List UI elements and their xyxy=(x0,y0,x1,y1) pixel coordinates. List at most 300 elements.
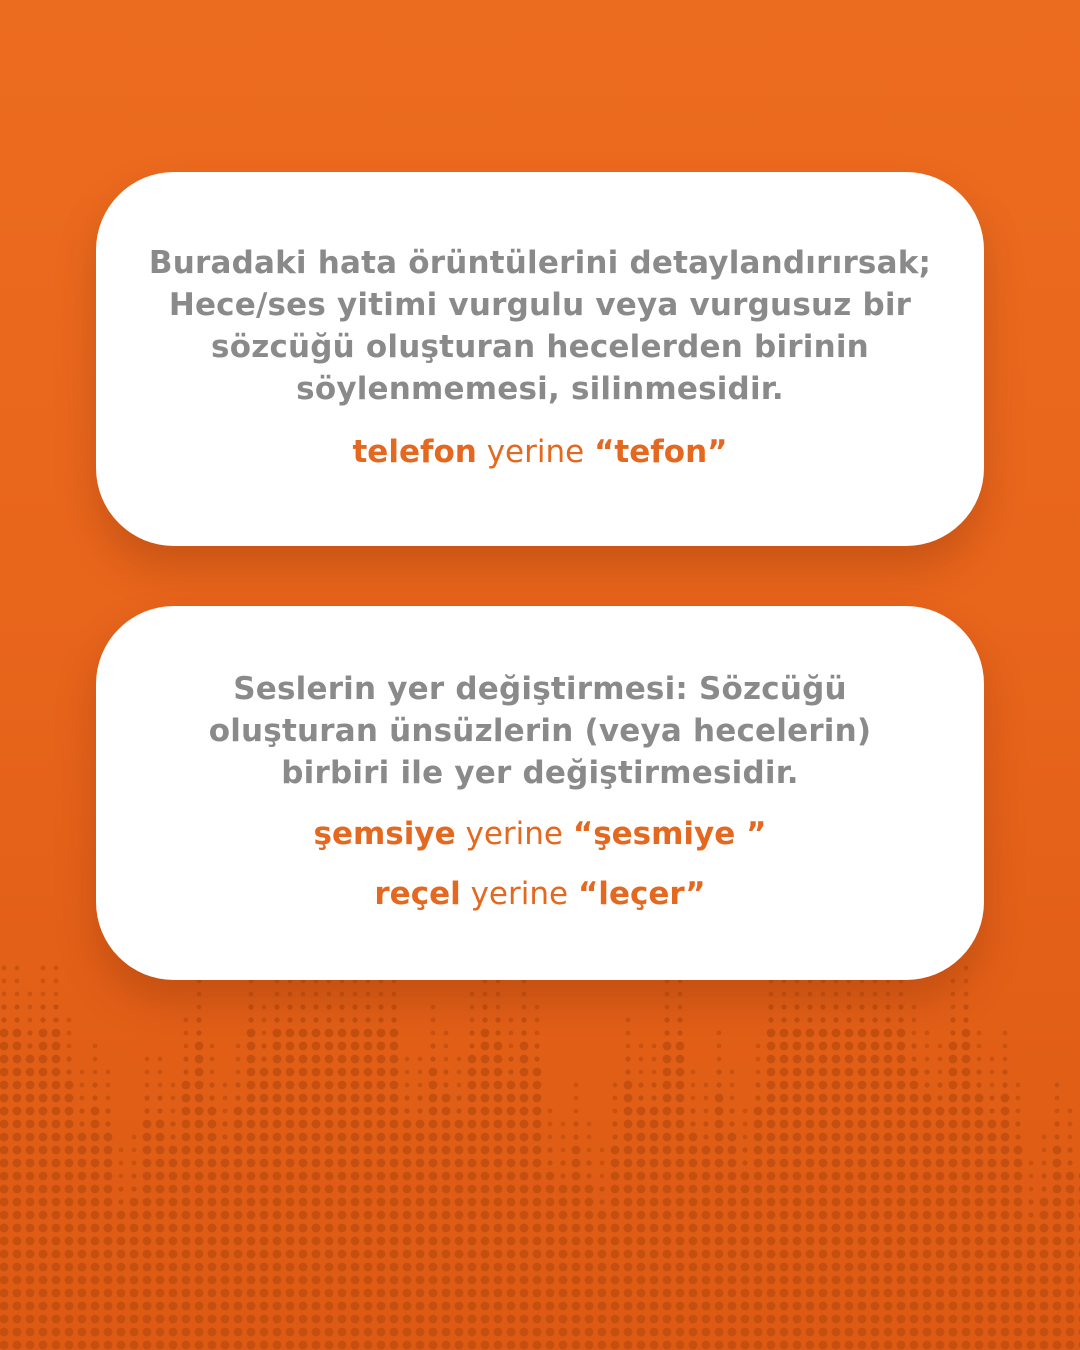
equalizer-dot xyxy=(455,1146,464,1155)
equalizer-dot xyxy=(78,1263,87,1272)
equalizer-dot xyxy=(949,1237,958,1246)
equalizer-dot xyxy=(104,1341,113,1350)
equalizer-dot xyxy=(78,1302,87,1311)
equalizer-dot xyxy=(286,1055,295,1064)
equalizer-dot xyxy=(559,1289,568,1298)
equalizer-dot xyxy=(431,1018,436,1023)
equalizer-dot xyxy=(1001,1263,1010,1272)
equalizer-dot xyxy=(117,1276,126,1285)
equalizer-dot xyxy=(26,1237,35,1246)
equalizer-dot xyxy=(676,1081,685,1090)
equalizer-dot xyxy=(676,1328,685,1337)
equalizer-dot xyxy=(806,1315,815,1324)
equalizer-dot xyxy=(1015,1121,1020,1126)
equalizer-dot xyxy=(950,1030,955,1035)
equalizer-dot xyxy=(351,1315,360,1324)
equalizer-dot xyxy=(494,1159,503,1168)
equalizer-dot xyxy=(1053,1302,1062,1311)
equalizer-dot xyxy=(923,1198,932,1207)
equalizer-dot xyxy=(754,1159,763,1168)
equalizer-dot xyxy=(455,1198,464,1207)
equalizer-dot xyxy=(353,992,358,997)
equalizer-dot xyxy=(494,1302,503,1311)
equalizer-dot xyxy=(26,1055,35,1064)
equalizer-dot xyxy=(182,1172,191,1181)
card1-text xyxy=(96,242,984,410)
equalizer-dot xyxy=(1053,1172,1062,1181)
equalizer-dot xyxy=(26,1081,35,1090)
equalizer-dot xyxy=(845,1094,854,1103)
equalizer-dot xyxy=(1042,1135,1047,1140)
equalizer-dot xyxy=(54,979,59,984)
equalizer-dot xyxy=(325,1211,334,1220)
equalizer-dot xyxy=(754,1237,763,1246)
equalizer-dot xyxy=(533,1172,542,1181)
equalizer-dot xyxy=(715,1133,724,1142)
equalizer-dot xyxy=(923,1120,932,1129)
equalizer-dot xyxy=(806,1133,815,1142)
equalizer-dot xyxy=(949,1107,958,1116)
equalizer-dot xyxy=(806,1068,815,1077)
equalizer-dot xyxy=(494,1341,503,1350)
equalizer-dot xyxy=(156,1211,165,1220)
equalizer-dot xyxy=(624,1120,633,1129)
equalizer-dot xyxy=(663,1107,672,1116)
equalizer-dot xyxy=(871,1198,880,1207)
equalizer-dot xyxy=(715,1302,724,1311)
equalizer-dot xyxy=(364,1237,373,1246)
equalizer-dot xyxy=(351,1068,360,1077)
equalizer-dot xyxy=(182,1276,191,1285)
equalizer-dot xyxy=(210,1070,215,1075)
equalizer-dot xyxy=(780,1250,789,1259)
equalizer-dot xyxy=(858,1198,867,1207)
equalizer-dot xyxy=(223,1083,228,1088)
equalizer-dot xyxy=(650,1198,659,1207)
equalizer-dot xyxy=(650,1120,659,1129)
equalizer-dot xyxy=(260,1289,269,1298)
equalizer-dot xyxy=(572,1146,581,1155)
equalizer-dot xyxy=(884,1211,893,1220)
equalizer-dot xyxy=(989,1095,994,1100)
equalizer-dot xyxy=(377,1263,386,1272)
equalizer-dot xyxy=(468,1172,477,1181)
equalizer-dot xyxy=(325,1276,334,1285)
equalizer-dot xyxy=(494,1315,503,1324)
equalizer-dot xyxy=(650,1172,659,1181)
equalizer-dot xyxy=(91,1276,100,1285)
equalizer-dot xyxy=(663,1302,672,1311)
equalizer-dot xyxy=(1068,1135,1073,1140)
equalizer-dot xyxy=(897,1211,906,1220)
equalizer-dot xyxy=(884,1185,893,1194)
equalizer-dot xyxy=(1042,1161,1047,1166)
equalizer-dot xyxy=(91,1172,100,1181)
equalizer-dot xyxy=(858,1107,867,1116)
equalizer-dot xyxy=(312,1276,321,1285)
equalizer-dot xyxy=(416,1263,425,1272)
equalizer-dot xyxy=(925,1031,930,1036)
equalizer-dot xyxy=(443,1082,448,1087)
equalizer-dot xyxy=(78,1172,87,1181)
equalizer-dot xyxy=(104,1211,113,1220)
equalizer-dot xyxy=(728,1263,737,1272)
equalizer-dot xyxy=(247,1224,256,1233)
equalizer-dot xyxy=(624,1250,633,1259)
equalizer-dot xyxy=(520,1094,529,1103)
equalizer-dot xyxy=(949,1133,958,1142)
equalizer-dot xyxy=(689,1263,698,1272)
equalizer-dot xyxy=(650,1133,659,1142)
equalizer-dot xyxy=(286,1133,295,1142)
equalizer-dot xyxy=(26,1263,35,1272)
equalizer-dot xyxy=(390,1211,399,1220)
equalizer-dot xyxy=(598,1341,607,1350)
equalizer-dot xyxy=(39,1133,48,1142)
equalizer-dot xyxy=(559,1328,568,1337)
equalizer-dot xyxy=(572,1172,581,1181)
equalizer-dot xyxy=(938,1057,943,1062)
equalizer-dot xyxy=(533,1276,542,1285)
equalizer-dot xyxy=(482,1004,487,1009)
equalizer-dot xyxy=(442,1185,451,1194)
equalizer-dot xyxy=(949,1159,958,1168)
equalizer-dot xyxy=(897,1237,906,1246)
equalizer-dot xyxy=(858,1289,867,1298)
equalizer-dot xyxy=(546,1302,555,1311)
equalizer-dot xyxy=(195,1042,204,1051)
equalizer-dot xyxy=(546,1172,555,1181)
equalizer-dot xyxy=(377,1315,386,1324)
equalizer-dot xyxy=(182,1094,191,1103)
equalizer-dot xyxy=(715,1146,724,1155)
equalizer-dot xyxy=(325,1146,334,1155)
equalizer-dot xyxy=(547,1160,552,1165)
equalizer-dot xyxy=(845,1211,854,1220)
equalizer-dot xyxy=(286,1146,295,1155)
equalizer-dot xyxy=(910,1185,919,1194)
equalizer-dot xyxy=(351,1120,360,1129)
equalizer-dot xyxy=(273,1341,282,1350)
equalizer-dot xyxy=(390,1276,399,1285)
equalizer-dot xyxy=(468,1237,477,1246)
equalizer-dot xyxy=(65,1328,74,1337)
equalizer-dot xyxy=(858,1133,867,1142)
equalizer-dot xyxy=(962,1276,971,1285)
equalizer-dot xyxy=(637,1341,646,1350)
equalizer-dot xyxy=(195,1211,204,1220)
equalizer-dot xyxy=(195,1263,204,1272)
equalizer-dot xyxy=(507,1302,516,1311)
equalizer-dot xyxy=(312,1198,321,1207)
equalizer-dot xyxy=(936,1211,945,1220)
equalizer-dot xyxy=(14,1017,19,1022)
equalizer-dot xyxy=(416,1224,425,1233)
equalizer-dot xyxy=(234,1185,243,1194)
equalizer-dot xyxy=(598,1237,607,1246)
equalizer-dot xyxy=(2,966,7,971)
equalizer-dot xyxy=(299,1094,308,1103)
equalizer-dot xyxy=(41,979,46,984)
equalizer-dot xyxy=(378,1017,383,1022)
equalizer-dot xyxy=(299,1289,308,1298)
equalizer-dot xyxy=(143,1198,152,1207)
equalizer-dot xyxy=(91,1120,100,1129)
equalizer-dot xyxy=(169,1237,178,1246)
equalizer-dot xyxy=(937,1082,942,1087)
equalizer-dot xyxy=(364,1094,373,1103)
equalizer-dot xyxy=(1055,1096,1060,1101)
equalizer-dot xyxy=(170,1134,175,1139)
equalizer-dot xyxy=(494,1172,503,1181)
equalizer-dot xyxy=(572,1302,581,1311)
equalizer-dot xyxy=(65,1172,74,1181)
equalizer-dot xyxy=(79,1108,84,1113)
equalizer-dot xyxy=(1029,1187,1034,1192)
equalizer-dot xyxy=(286,1250,295,1259)
equalizer-dot xyxy=(638,1095,643,1100)
equalizer-dot xyxy=(403,1172,412,1181)
equalizer-dot xyxy=(195,1159,204,1168)
equalizer-dot xyxy=(403,1276,412,1285)
equalizer-dot xyxy=(1054,1134,1059,1139)
equalizer-dot xyxy=(768,1017,773,1022)
equalizer-dot xyxy=(884,1172,893,1181)
equalizer-dot xyxy=(663,1159,672,1168)
equalizer-dot xyxy=(729,1121,734,1126)
equalizer-dot xyxy=(845,1328,854,1337)
equalizer-dot xyxy=(872,1017,877,1022)
equalizer-dot xyxy=(286,1289,295,1298)
equalizer-dot xyxy=(741,1315,750,1324)
equalizer-dot xyxy=(962,1328,971,1337)
equalizer-dot xyxy=(208,1159,217,1168)
equalizer-dot xyxy=(691,1070,696,1075)
equalizer-dot xyxy=(834,992,839,997)
equalizer-dot xyxy=(624,1237,633,1246)
equalizer-dot xyxy=(247,1120,256,1129)
equalizer-dot xyxy=(364,1198,373,1207)
equalizer-dot xyxy=(442,1250,451,1259)
equalizer-dot xyxy=(702,1341,711,1350)
equalizer-dot xyxy=(182,1328,191,1337)
equalizer-dot xyxy=(455,1211,464,1220)
equalizer-dot xyxy=(806,1094,815,1103)
equalizer-dot xyxy=(599,1199,604,1204)
equalizer-dot xyxy=(741,1185,750,1194)
equalizer-dot xyxy=(326,1017,331,1022)
equalizer-dot xyxy=(65,1315,74,1324)
equalizer-dot xyxy=(962,1341,971,1350)
equalizer-dot xyxy=(195,1172,204,1181)
equalizer-dot xyxy=(338,1055,347,1064)
equalizer-dot xyxy=(832,1133,841,1142)
card1-line-4: söylenmemesi, silinmesidir. xyxy=(296,371,784,407)
equalizer-dot xyxy=(26,1315,35,1324)
equalizer-dot xyxy=(416,1120,425,1129)
equalizer-dot xyxy=(1040,1276,1049,1285)
equalizer-dot xyxy=(13,1042,22,1051)
equalizer-dot xyxy=(26,1133,35,1142)
equalizer-dot xyxy=(52,1224,61,1233)
equalizer-dot xyxy=(52,1289,61,1298)
equalizer-dot xyxy=(676,1198,685,1207)
equalizer-dot xyxy=(247,1289,256,1298)
equalizer-dot xyxy=(104,1302,113,1311)
equalizer-dot xyxy=(234,1159,243,1168)
equalizer-dot xyxy=(1055,1109,1060,1114)
example-wrong-word: “tefon” xyxy=(594,434,728,470)
equalizer-dot xyxy=(988,1237,997,1246)
equalizer-dot xyxy=(351,1237,360,1246)
equalizer-dot xyxy=(482,1017,487,1022)
equalizer-dot xyxy=(338,1094,347,1103)
equalizer-dot xyxy=(1001,1172,1010,1181)
equalizer-dot xyxy=(754,1289,763,1298)
equalizer-dot xyxy=(93,1057,98,1062)
equalizer-dot xyxy=(819,1289,828,1298)
equalizer-dot xyxy=(65,1094,74,1103)
equalizer-dot xyxy=(781,1004,786,1009)
equalizer-dot xyxy=(793,1068,802,1077)
equalizer-dot xyxy=(509,1044,514,1049)
equalizer-dot xyxy=(286,1302,295,1311)
equalizer-dot xyxy=(767,1302,776,1311)
equalizer-dot xyxy=(431,1031,436,1036)
equalizer-dot xyxy=(351,1185,360,1194)
equalizer-dot xyxy=(274,1004,279,1009)
equalizer-dot xyxy=(14,1004,19,1009)
equalizer-dot xyxy=(104,1198,113,1207)
equalizer-dot xyxy=(299,1029,308,1038)
equalizer-dot xyxy=(312,1094,321,1103)
equalizer-dot xyxy=(716,1069,721,1074)
equalizer-dot xyxy=(743,1135,748,1140)
equalizer-dot xyxy=(26,1341,35,1350)
equalizer-dot xyxy=(143,1263,152,1272)
equalizer-dot xyxy=(67,1031,72,1036)
equalizer-dot xyxy=(299,1198,308,1207)
equalizer-dot xyxy=(611,1224,620,1233)
equalizer-dot xyxy=(169,1198,178,1207)
equalizer-dot xyxy=(260,1120,269,1129)
equalizer-dot xyxy=(325,1055,334,1064)
example-connector: yerine xyxy=(486,434,585,470)
equalizer-dot xyxy=(468,1211,477,1220)
equalizer-dot xyxy=(819,1198,828,1207)
equalizer-dot xyxy=(28,992,33,997)
equalizer-dot xyxy=(624,1302,633,1311)
equalizer-dot xyxy=(702,1172,711,1181)
equalizer-dot xyxy=(208,1224,217,1233)
equalizer-dot xyxy=(1014,1172,1023,1181)
equalizer-dot xyxy=(156,1172,165,1181)
equalizer-dot xyxy=(106,1070,111,1075)
equalizer-dot xyxy=(676,1042,685,1051)
equalizer-dot xyxy=(509,1018,514,1023)
equalizer-dot xyxy=(702,1263,711,1272)
equalizer-dot xyxy=(858,1302,867,1311)
equalizer-dot xyxy=(533,1198,542,1207)
equalizer-dot xyxy=(780,1094,789,1103)
equalizer-dot xyxy=(624,1341,633,1350)
equalizer-dot xyxy=(676,1120,685,1129)
equalizer-dot xyxy=(1066,1263,1075,1272)
equalizer-dot xyxy=(430,1043,435,1048)
equalizer-dot xyxy=(548,1122,553,1127)
equalizer-dot xyxy=(325,1094,334,1103)
equalizer-dot xyxy=(117,1250,126,1259)
equalizer-dot xyxy=(897,1042,906,1051)
equalizer-dot xyxy=(507,1276,516,1285)
equalizer-dot xyxy=(949,1042,958,1051)
equalizer-dot xyxy=(925,1044,930,1049)
equalizer-dot xyxy=(715,1237,724,1246)
equalizer-dot xyxy=(585,1237,594,1246)
equalizer-dot xyxy=(468,1185,477,1194)
equalizer-dot xyxy=(130,1276,139,1285)
equalizer-dot xyxy=(339,1004,344,1009)
equalizer-dot xyxy=(312,1172,321,1181)
equalizer-dot xyxy=(286,1172,295,1181)
equalizer-dot xyxy=(871,1315,880,1324)
equalizer-dot xyxy=(742,1147,747,1152)
equalizer-dot xyxy=(78,1185,87,1194)
equalizer-dot xyxy=(351,1081,360,1090)
equalizer-dot xyxy=(195,1237,204,1246)
equalizer-dot xyxy=(858,1029,867,1038)
equalizer-dot xyxy=(767,1250,776,1259)
equalizer-dot xyxy=(1014,1224,1023,1233)
equalizer-dot xyxy=(221,1198,230,1207)
equalizer-dot xyxy=(716,1082,721,1087)
equalizer-dot xyxy=(637,1185,646,1194)
equalizer-dot xyxy=(13,1328,22,1337)
equalizer-dot xyxy=(832,1120,841,1129)
equalizer-dot xyxy=(780,1172,789,1181)
equalizer-dot xyxy=(338,1289,347,1298)
equalizer-dot xyxy=(819,1029,828,1038)
card1-example xyxy=(96,432,984,472)
equalizer-dot xyxy=(247,1068,256,1077)
equalizer-dot xyxy=(572,1211,581,1220)
equalizer-dot xyxy=(548,1109,553,1114)
equalizer-dot xyxy=(832,1211,841,1220)
equalizer-dot xyxy=(104,1224,113,1233)
equalizer-dot xyxy=(624,1289,633,1298)
equalizer-dot xyxy=(793,1159,802,1168)
equalizer-dot xyxy=(65,1237,74,1246)
equalizer-dot xyxy=(1055,1083,1060,1088)
equalizer-dot xyxy=(195,1250,204,1259)
equalizer-dot xyxy=(793,1237,802,1246)
equalizer-dot xyxy=(715,1120,724,1129)
equalizer-dot xyxy=(0,1120,8,1129)
equalizer-dot xyxy=(468,1146,477,1155)
equalizer-dot xyxy=(884,1146,893,1155)
equalizer-dot xyxy=(600,1174,605,1179)
equalizer-dot xyxy=(624,1081,633,1090)
equalizer-dot xyxy=(286,1068,295,1077)
equalizer-dot xyxy=(975,1289,984,1298)
equalizer-dot xyxy=(195,1224,204,1233)
equalizer-dot xyxy=(364,1172,373,1181)
equalizer-dot xyxy=(663,1055,672,1064)
equalizer-dot xyxy=(819,1276,828,1285)
equalizer-dot xyxy=(611,1198,620,1207)
equalizer-dot xyxy=(481,1276,490,1285)
equalizer-dot xyxy=(871,1107,880,1116)
